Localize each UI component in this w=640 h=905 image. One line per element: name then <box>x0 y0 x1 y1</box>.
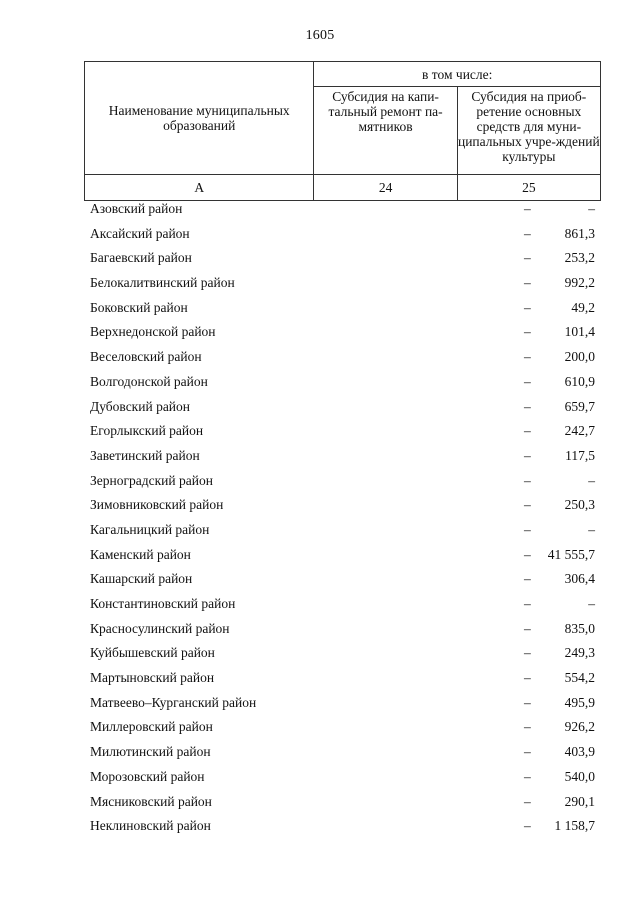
col-24-value: – <box>524 793 531 809</box>
page-number: 1605 <box>305 28 335 43</box>
col-25-value: 610,9 <box>564 373 595 389</box>
district-name: Мясниковский район <box>90 793 212 809</box>
col-24-value: – <box>524 349 531 365</box>
col-24-value: – <box>524 620 531 636</box>
district-name: Белокалитвинский район <box>90 275 235 291</box>
col-25-value: 41 555,7 <box>547 546 595 562</box>
district-name: Морозовский район <box>90 768 205 784</box>
header-col-25: 25 <box>457 175 600 201</box>
table-row <box>84 493 601 518</box>
col-24-value: – <box>524 447 531 463</box>
table-row <box>84 641 601 666</box>
table-row <box>84 617 601 642</box>
district-name: Кашарский район <box>90 571 193 587</box>
col-24-value: – <box>524 744 531 760</box>
district-name: Верхнедонской район <box>90 324 216 340</box>
col-25-value: 992,2 <box>564 275 595 291</box>
col-25-value: – <box>588 521 595 537</box>
col-24-value: – <box>524 423 531 439</box>
table-row <box>84 296 601 321</box>
district-name: Миллеровский район <box>90 719 213 735</box>
table-row <box>84 790 601 815</box>
table-header <box>84 61 601 201</box>
col-24-value: – <box>524 373 531 389</box>
col-25-value: 253,2 <box>564 250 595 266</box>
district-name: Красносулинский район <box>90 620 230 636</box>
district-name: Багаевский район <box>90 250 192 266</box>
col-24-value: – <box>524 225 531 241</box>
col-25-value: 101,4 <box>564 324 595 340</box>
col-25-value: 540,0 <box>564 768 595 784</box>
col-25-value: – <box>588 596 595 611</box>
district-name: Боковский район <box>90 299 188 315</box>
col-25-value: 290,1 <box>564 793 595 809</box>
col-25-value: 250,3 <box>564 497 595 513</box>
col-24-value: – <box>524 596 531 611</box>
district-name: Зимовниковский район <box>90 497 224 513</box>
col-25-value: 659,7 <box>564 398 595 414</box>
header-group-label: в том числе: <box>314 62 601 87</box>
col-24-value: – <box>524 275 531 291</box>
table-row <box>84 222 601 247</box>
col-24-value: – <box>524 324 531 340</box>
district-name: Куйбышевский район <box>90 645 215 661</box>
col-24-value: – <box>524 250 531 266</box>
table-row <box>84 246 601 271</box>
district-name: Милютинский район <box>90 744 211 760</box>
col-24-value: – <box>524 645 531 661</box>
district-name: Веселовский район <box>90 349 202 365</box>
district-name: Аксайский район <box>90 225 190 241</box>
district-name: Волгодонской район <box>90 373 208 389</box>
col-24-value: – <box>524 546 531 562</box>
table-row <box>84 666 601 691</box>
district-name: Егорлыкский район <box>90 423 204 439</box>
table-row <box>84 469 601 494</box>
col-25-value: 242,7 <box>564 423 595 439</box>
header-col-a: А <box>85 175 314 201</box>
district-name: Каменский район <box>90 546 191 562</box>
district-name: Зерноградский район <box>90 472 213 488</box>
table-row <box>84 715 601 740</box>
col-24-value: – <box>524 497 531 513</box>
table-row <box>84 814 601 839</box>
district-name: Константиновский район <box>90 596 236 611</box>
district-name: Мартыновский район <box>90 670 215 686</box>
district-name: Дубовский район <box>90 398 191 414</box>
col-25-value: 835,0 <box>564 620 595 636</box>
table-row <box>84 765 601 790</box>
col-24-value: – <box>524 719 531 735</box>
col-24-value: – <box>524 571 531 587</box>
col-25-value: 200,0 <box>564 349 595 365</box>
table-row <box>84 395 601 420</box>
col-24-value: – <box>524 472 531 488</box>
table-row <box>84 370 601 395</box>
table-row <box>84 567 601 592</box>
table-row <box>84 691 601 716</box>
col-25-value: 249,3 <box>564 645 595 661</box>
col-24-value: – <box>524 670 531 686</box>
table-body <box>84 197 601 839</box>
table-row <box>84 444 601 469</box>
col-24-value: – <box>524 768 531 784</box>
col-25-value: 495,9 <box>564 694 595 710</box>
table-row <box>84 197 601 222</box>
col-25-value: 49,2 <box>571 299 595 315</box>
table-row <box>84 592 601 617</box>
header-org-col: Наименование муниципальных образований <box>85 62 314 175</box>
col-25-value: – <box>588 472 595 488</box>
col-25-value: – <box>588 201 595 216</box>
col-24-value: – <box>524 398 531 414</box>
col-25-value: 861,3 <box>564 225 595 241</box>
table-row <box>84 518 601 543</box>
district-name: Неклиновский район <box>90 818 211 834</box>
col-24-value: – <box>524 299 531 315</box>
col-24-value: – <box>524 818 531 834</box>
col-25-value: 1 158,7 <box>554 818 595 834</box>
header-col-24-title: Субсидия на капи-тальный ремонт па-мятников <box>314 87 457 175</box>
col-24-value: – <box>524 201 531 216</box>
col-25-value: 926,2 <box>564 719 595 735</box>
table-row <box>84 419 601 444</box>
col-25-value: 117,5 <box>565 447 595 463</box>
col-24-value: – <box>524 694 531 710</box>
district-name: Азовский район <box>90 201 183 216</box>
header-col-25-title: Субсидия на приоб-ретение основных средств для муни-ципальных учре-ждений культуры <box>457 87 600 175</box>
table-row <box>84 543 601 568</box>
district-name: Матвеево–Курганский район <box>90 694 257 710</box>
district-name: Заветинский район <box>90 447 200 463</box>
col-25-value: 554,2 <box>564 670 595 686</box>
col-24-value: – <box>524 521 531 537</box>
table-row <box>84 271 601 296</box>
table-row <box>84 320 601 345</box>
district-name: Кагальницкий район <box>90 521 210 537</box>
header-col-24: 24 <box>314 175 457 201</box>
table-row <box>84 740 601 765</box>
col-25-value: 403,9 <box>564 744 595 760</box>
table-row <box>84 345 601 370</box>
col-25-value: 306,4 <box>564 571 595 587</box>
